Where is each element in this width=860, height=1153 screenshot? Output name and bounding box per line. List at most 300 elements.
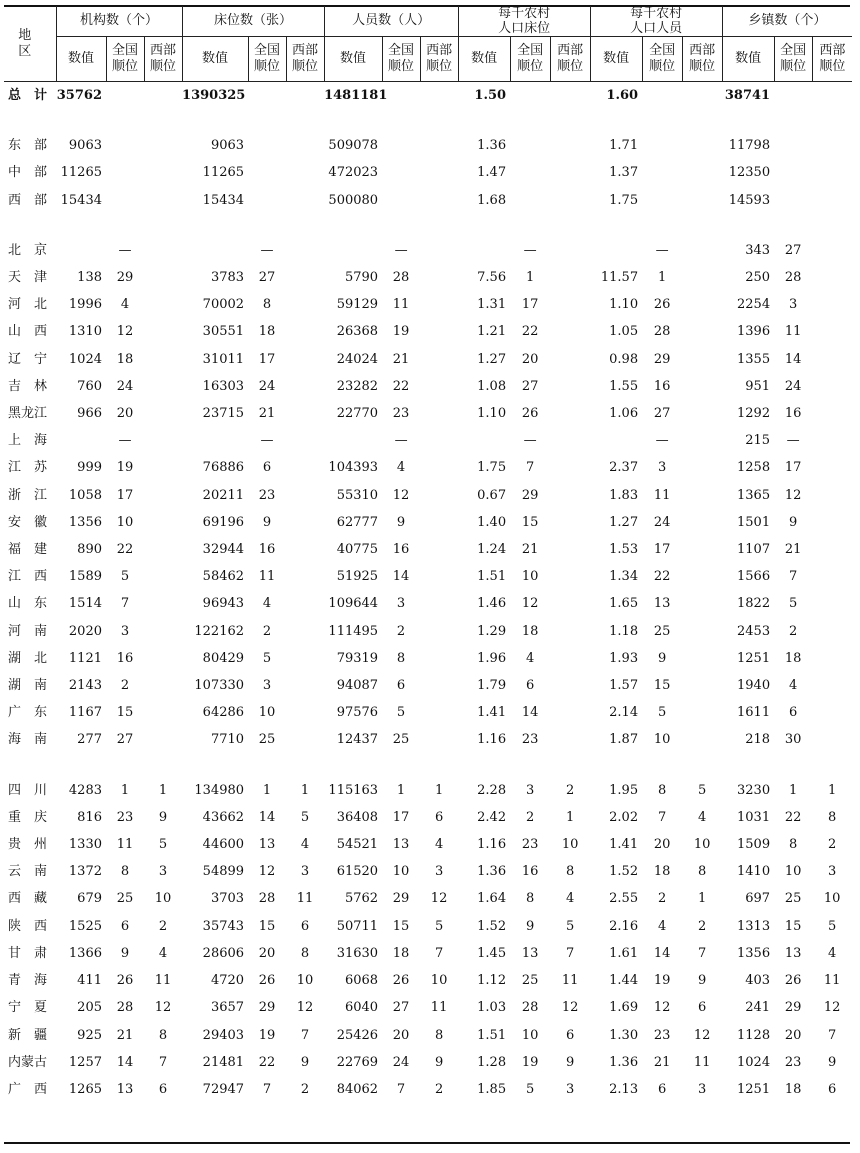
west-rank-cell [144, 618, 182, 645]
value-cell: 1.10 [477, 406, 507, 422]
value-cell: 1.27 [477, 351, 507, 367]
value-cell: 1.21 [477, 324, 507, 340]
west-rank-cell [812, 726, 852, 753]
value-cell: 1.40 [477, 514, 507, 530]
west-rank-cell: 4 [697, 809, 707, 825]
national-rank-cell [774, 159, 812, 186]
sub-header-national-rank: 全国 顺位 [248, 37, 286, 82]
value-cell: 26368 [336, 324, 379, 340]
sub-header-row [4, 37, 852, 82]
national-rank-cell: 25 [116, 891, 134, 907]
value-cell: 36408 [336, 809, 379, 825]
table-row [4, 726, 852, 753]
value-cell: 35762 [56, 88, 102, 103]
national-rank-cell: 15 [653, 678, 671, 694]
west-rank-cell [144, 454, 182, 481]
west-rank-cell [812, 373, 852, 400]
value-cell: 1.57 [609, 678, 639, 694]
national-rank-cell: 18 [521, 623, 539, 639]
west-rank-cell [682, 400, 722, 427]
value-cell: 35743 [202, 918, 245, 934]
value-cell: 7710 [210, 732, 245, 748]
national-rank-cell: 29 [116, 270, 134, 286]
value-cell: 697 [745, 891, 771, 907]
value-cell: 1.36 [477, 864, 507, 880]
national-rank-cell: 10 [784, 864, 802, 880]
west-rank-cell [420, 454, 458, 481]
west-rank-cell [420, 563, 458, 590]
west-rank-cell [286, 699, 324, 726]
west-rank-cell [682, 482, 722, 509]
region-name-cell: 海 南 [8, 732, 48, 748]
west-rank-cell: 2 [565, 782, 575, 798]
west-rank-cell [812, 672, 852, 699]
national-rank-cell: 9 [657, 650, 667, 666]
west-rank-cell [682, 645, 722, 672]
national-rank-cell: 24 [116, 378, 134, 394]
value-cell: 28606 [202, 945, 245, 961]
value-cell: 1366 [68, 945, 102, 961]
value-cell: 2.02 [609, 809, 639, 825]
group-header-beds-per-thousand: 每千农村 人口床位 [458, 6, 590, 37]
table-row [4, 318, 852, 345]
group-header-beds: 床位数（张） [182, 6, 324, 37]
west-rank-cell [812, 187, 852, 214]
west-rank-cell [812, 509, 852, 536]
national-rank-cell: 18 [784, 1081, 802, 1097]
table-row [4, 994, 852, 1021]
west-rank-cell [550, 427, 590, 454]
sub-header-national-rank: 全国 顺位 [382, 37, 420, 82]
west-rank-cell [812, 563, 852, 590]
value-cell: 54521 [336, 837, 379, 853]
national-rank-cell: 17 [521, 297, 539, 313]
west-rank-cell [144, 291, 182, 318]
value-cell: 0.67 [477, 487, 507, 503]
region-name-cell: 湖 北 [8, 650, 48, 666]
value-cell: 1.41 [609, 837, 639, 853]
national-rank-cell: 25 [392, 732, 410, 748]
national-rank-cell [248, 187, 286, 214]
value-cell: 97576 [336, 705, 379, 721]
west-rank-cell: 8 [565, 864, 575, 880]
national-rank-cell: 13 [258, 837, 276, 853]
national-rank-cell: 5 [657, 705, 667, 721]
sub-header-value: 数值 [722, 37, 774, 82]
west-rank-cell [420, 672, 458, 699]
value-cell: 925 [77, 1027, 102, 1043]
value-cell: 59129 [336, 297, 379, 313]
table-row [4, 237, 852, 264]
value-cell: 84062 [336, 1081, 379, 1097]
national-rank-cell: 20 [653, 837, 671, 853]
national-rank-cell: 2 [657, 891, 667, 907]
region-name-cell: 云 南 [8, 864, 48, 880]
national-rank-cell: 6 [262, 460, 272, 476]
national-rank-cell: 7 [788, 569, 798, 585]
rural-health-table [4, 6, 852, 1103]
national-rank-cell [382, 132, 420, 159]
value-cell: 1.85 [477, 1081, 507, 1097]
value-cell: 122162 [194, 623, 245, 639]
value-cell: 2254 [737, 297, 771, 313]
national-rank-cell: 4 [262, 596, 272, 612]
table-row [4, 858, 852, 885]
value-cell: 3783 [210, 270, 245, 286]
national-rank-cell: 17 [784, 460, 802, 476]
value-cell: 951 [745, 378, 771, 394]
value-cell: 1330 [68, 837, 102, 853]
west-rank-cell: 8 [434, 1027, 444, 1043]
value-cell: 1.27 [609, 514, 639, 530]
west-rank-cell: 6 [434, 809, 444, 825]
west-rank-cell: 10 [154, 891, 172, 907]
national-rank-cell: 28 [521, 1000, 539, 1016]
west-rank-cell [420, 618, 458, 645]
west-rank-cell [550, 291, 590, 318]
west-rank-cell [812, 482, 852, 509]
national-rank-cell: 14 [784, 351, 802, 367]
value-cell: 76886 [202, 460, 245, 476]
value-cell: 1.95 [609, 782, 639, 798]
national-rank-cell: 12 [784, 487, 802, 503]
west-rank-cell [144, 187, 182, 214]
national-rank-cell: 4 [525, 650, 535, 666]
value-cell: 1410 [737, 864, 771, 880]
region-name-cell: 北 京 [8, 242, 48, 258]
value-cell: 16303 [202, 378, 245, 394]
national-rank-cell: 18 [653, 864, 671, 880]
national-rank-cell: 10 [258, 705, 276, 721]
region-name-cell: 天 津 [8, 270, 48, 286]
national-rank-cell [106, 82, 144, 110]
national-rank-cell: 28 [392, 270, 410, 286]
west-rank-cell [550, 509, 590, 536]
value-cell: 403 [745, 973, 771, 989]
west-rank-cell [682, 726, 722, 753]
value-cell: 2.37 [609, 460, 639, 476]
west-rank-cell: 7 [434, 945, 444, 961]
table-row [4, 831, 852, 858]
value-cell: 1.31 [477, 297, 507, 313]
value-cell: 24024 [336, 351, 379, 367]
group-header-staff: 人员数（人） [324, 6, 458, 37]
value-cell: 1265 [68, 1081, 102, 1097]
national-rank-cell: 17 [258, 351, 276, 367]
west-rank-cell [812, 132, 852, 159]
value-cell: 2453 [737, 623, 771, 639]
west-rank-cell [144, 590, 182, 617]
national-rank-cell: 24 [392, 1054, 410, 1070]
west-rank-cell [682, 159, 722, 186]
national-rank-cell: 14 [392, 569, 410, 585]
value-cell: 1.28 [477, 1054, 507, 1070]
value-cell: 1481181 [324, 88, 388, 103]
west-rank-cell [550, 590, 590, 617]
west-rank-cell [682, 699, 722, 726]
west-rank-cell: 3 [434, 864, 444, 880]
national-rank-cell: — [523, 433, 537, 449]
west-rank-cell: 1 [434, 782, 444, 798]
national-rank-cell: 24 [258, 378, 276, 394]
value-cell: 679 [77, 891, 102, 907]
west-rank-cell [812, 264, 852, 291]
value-cell: 1355 [737, 351, 771, 367]
west-rank-cell: 2 [434, 1081, 444, 1097]
region-name-cell: 青 海 [8, 973, 48, 989]
west-rank-cell [682, 509, 722, 536]
table-row [4, 509, 852, 536]
value-cell: 1356 [68, 514, 102, 530]
value-cell: 1.37 [609, 165, 639, 181]
national-rank-cell: 23 [116, 809, 134, 825]
value-cell: 25426 [336, 1027, 379, 1043]
region-name-cell: 东 部 [8, 138, 48, 154]
value-cell: 11.57 [600, 270, 639, 286]
national-rank-cell: 10 [116, 514, 134, 530]
national-rank-cell: 29 [653, 351, 671, 367]
value-cell: 1.36 [609, 1054, 639, 1070]
value-cell: 1024 [737, 1054, 771, 1070]
national-rank-cell: 22 [784, 809, 802, 825]
value-cell: 1501 [737, 514, 771, 530]
west-rank-cell: 6 [697, 1000, 707, 1016]
value-cell: 1509 [737, 837, 771, 853]
value-cell: 1310 [68, 324, 102, 340]
west-rank-cell: 10 [561, 837, 579, 853]
value-cell: 64286 [202, 705, 245, 721]
national-rank-cell: 21 [653, 1054, 671, 1070]
region-name-cell: 内蒙古 [8, 1054, 48, 1070]
value-cell: 1.52 [477, 918, 507, 934]
west-rank-cell [682, 373, 722, 400]
national-rank-cell: 15 [784, 918, 802, 934]
table-row [4, 400, 852, 427]
west-rank-cell [286, 672, 324, 699]
value-cell: 51925 [336, 569, 379, 585]
national-rank-cell: 11 [653, 487, 671, 503]
value-cell: 12350 [728, 165, 771, 181]
national-rank-cell [642, 187, 682, 214]
national-rank-cell: 16 [116, 650, 134, 666]
west-rank-cell [682, 536, 722, 563]
west-rank-cell [144, 373, 182, 400]
total-row [4, 82, 852, 110]
national-rank-cell: 16 [521, 864, 539, 880]
value-cell: 1313 [737, 918, 771, 934]
west-rank-cell [286, 645, 324, 672]
national-rank-cell: 19 [653, 973, 671, 989]
value-cell: 1.93 [609, 650, 639, 666]
west-rank-cell [682, 237, 722, 264]
national-rank-cell: 13 [653, 596, 671, 612]
west-rank-cell [144, 699, 182, 726]
value-cell: 999 [77, 460, 102, 476]
national-rank-cell: 21 [258, 406, 276, 422]
west-rank-cell: 5 [434, 918, 444, 934]
west-rank-cell [286, 400, 324, 427]
value-cell: 1.51 [477, 1027, 507, 1043]
sub-header-west-rank: 西部 顺位 [420, 37, 458, 82]
national-rank-cell: 18 [784, 650, 802, 666]
value-cell: 1396 [737, 324, 771, 340]
sub-header-value: 数值 [182, 37, 248, 82]
national-rank-cell: 1 [120, 782, 130, 798]
west-rank-cell [286, 291, 324, 318]
west-rank-cell [682, 427, 722, 454]
west-rank-cell: 9 [697, 973, 707, 989]
value-cell: 1.16 [477, 837, 507, 853]
west-rank-cell: 11 [154, 973, 172, 989]
sub-header-west-rank: 西部 顺位 [682, 37, 722, 82]
national-rank-cell: 12 [521, 596, 539, 612]
national-rank-cell: 3 [262, 678, 272, 694]
west-rank-cell [550, 237, 590, 264]
west-rank-cell: 6 [827, 1081, 837, 1097]
national-rank-cell: 12 [116, 324, 134, 340]
west-rank-cell [144, 482, 182, 509]
value-cell: 1.64 [477, 891, 507, 907]
west-rank-cell: 2 [158, 918, 168, 934]
west-rank-cell [286, 187, 324, 214]
west-rank-cell: 12 [561, 1000, 579, 1016]
west-rank-cell: 3 [565, 1081, 575, 1097]
west-rank-cell: 12 [430, 891, 448, 907]
west-rank-cell: 12 [693, 1027, 711, 1043]
west-rank-cell: 1 [300, 782, 310, 798]
west-rank-cell [286, 237, 324, 264]
national-rank-cell: 19 [521, 1054, 539, 1070]
value-cell: 1372 [68, 864, 102, 880]
national-rank-cell: 23 [521, 732, 539, 748]
value-cell: 4720 [210, 973, 245, 989]
west-rank-cell [550, 454, 590, 481]
value-cell: 12437 [336, 732, 379, 748]
west-rank-cell [286, 482, 324, 509]
value-cell: 472023 [328, 165, 379, 181]
region-name-cell: 山 东 [8, 596, 48, 612]
national-rank-cell: — [394, 242, 408, 258]
value-cell: 1.52 [609, 864, 639, 880]
region-name-cell: 上 海 [8, 433, 48, 449]
national-rank-cell: 5 [525, 1081, 535, 1097]
west-rank-cell [286, 618, 324, 645]
national-rank-cell: 18 [116, 351, 134, 367]
value-cell: 61520 [336, 864, 379, 880]
west-rank-cell: 3 [697, 1081, 707, 1097]
value-cell: 79319 [336, 650, 379, 666]
value-cell: 1.08 [477, 378, 507, 394]
west-rank-cell [144, 400, 182, 427]
west-rank-cell: 4 [565, 891, 575, 907]
national-rank-cell [642, 132, 682, 159]
national-rank-cell: 5 [396, 705, 406, 721]
table-row [4, 913, 852, 940]
value-cell: 21481 [202, 1054, 245, 1070]
west-rank-cell [420, 318, 458, 345]
national-rank-cell: 6 [396, 678, 406, 694]
national-rank-cell [106, 132, 144, 159]
value-cell: 1.69 [609, 1000, 639, 1016]
west-rank-cell [550, 726, 590, 753]
national-rank-cell: 29 [392, 891, 410, 907]
region-name-cell: 新 疆 [8, 1027, 48, 1043]
national-rank-cell: — [655, 242, 669, 258]
value-cell [56, 427, 106, 454]
value-cell: 14593 [728, 192, 771, 208]
national-rank-cell: 22 [653, 569, 671, 585]
west-rank-cell [812, 590, 852, 617]
value-cell: 62777 [336, 514, 379, 530]
national-rank-cell: 8 [396, 650, 406, 666]
region-name-cell: 江 苏 [8, 460, 48, 476]
west-rank-cell [550, 159, 590, 186]
national-rank-cell [382, 159, 420, 186]
national-rank-cell: 4 [788, 678, 798, 694]
west-rank-cell: 5 [158, 837, 168, 853]
national-rank-cell: 7 [657, 809, 667, 825]
national-rank-cell: 17 [116, 487, 134, 503]
region-name-cell: 贵 州 [8, 837, 48, 853]
west-rank-cell [420, 645, 458, 672]
west-rank-cell [550, 536, 590, 563]
west-rank-cell [286, 726, 324, 753]
west-rank-cell [812, 699, 852, 726]
west-rank-cell [286, 590, 324, 617]
west-rank-cell [682, 291, 722, 318]
value-cell: 58462 [202, 569, 245, 585]
west-rank-cell: 12 [823, 1000, 841, 1016]
west-rank-cell: 11 [430, 1000, 448, 1016]
value-cell: 760 [77, 378, 102, 394]
west-rank-cell: 11 [823, 973, 841, 989]
sub-header-value: 数值 [56, 37, 106, 82]
west-rank-cell [286, 318, 324, 345]
west-rank-cell: 1 [565, 809, 575, 825]
value-cell: 3703 [210, 891, 245, 907]
west-rank-cell: 2 [697, 918, 707, 934]
region-name-cell: 吉 林 [8, 378, 48, 394]
national-rank-cell: 3 [788, 297, 798, 313]
national-rank-cell: 28 [116, 1000, 134, 1016]
sub-header-west-rank: 西部 顺位 [144, 37, 182, 82]
west-rank-cell [286, 132, 324, 159]
national-rank-cell: 26 [653, 297, 671, 313]
national-rank-cell: 12 [653, 1000, 671, 1016]
national-rank-cell: 9 [788, 514, 798, 530]
west-rank-cell: 10 [823, 891, 841, 907]
table-row [4, 618, 852, 645]
national-rank-cell: 15 [116, 705, 134, 721]
spacer-cell [4, 754, 852, 777]
national-rank-cell: 7 [396, 1081, 406, 1097]
value-cell: 11265 [202, 165, 245, 181]
table-row [4, 291, 852, 318]
value-cell: 1.61 [609, 945, 639, 961]
national-rank-cell: 10 [392, 864, 410, 880]
region-name-cell: 浙 江 [8, 487, 48, 503]
value-cell: 1.50 [474, 88, 507, 103]
west-rank-cell: 10 [430, 973, 448, 989]
region-name-cell: 广 西 [8, 1081, 48, 1097]
value-cell: 1.55 [609, 378, 639, 394]
value-cell: 2020 [68, 623, 102, 639]
national-rank-cell: 8 [120, 864, 130, 880]
national-rank-cell: — [260, 242, 274, 258]
west-rank-cell [144, 132, 182, 159]
west-rank-cell [144, 159, 182, 186]
region-name-cell: 重 庆 [8, 809, 48, 825]
